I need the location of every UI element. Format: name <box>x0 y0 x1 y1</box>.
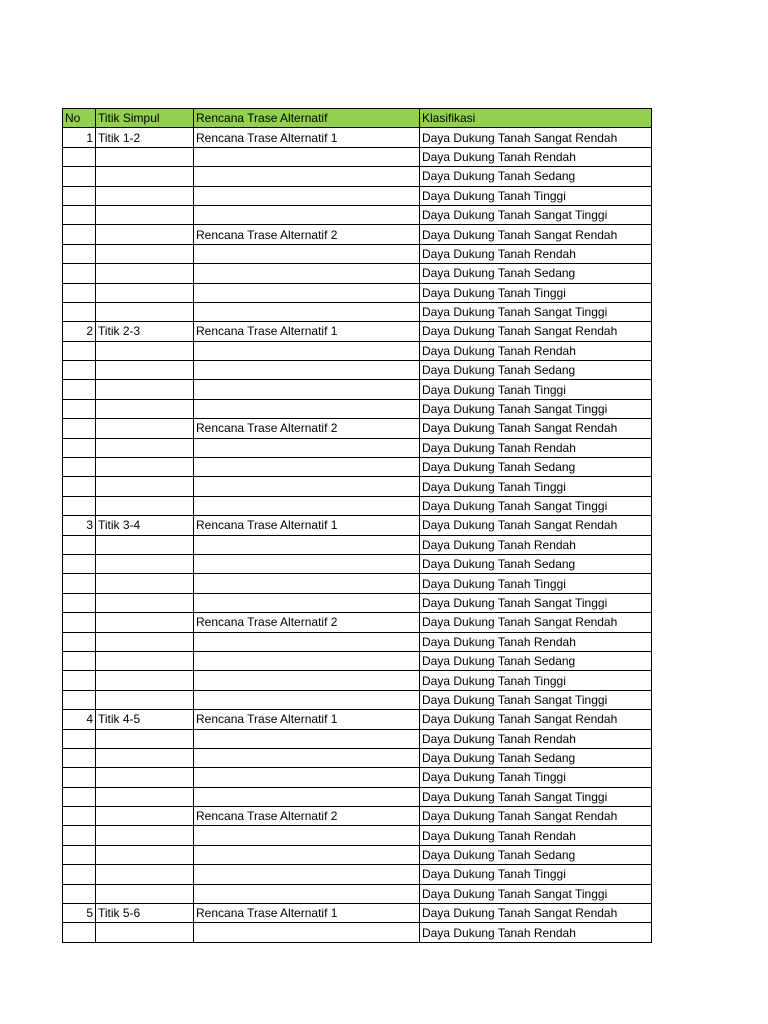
cell-no[interactable]: 2 <box>63 322 96 341</box>
cell-klasifikasi[interactable]: Daya Dukung Tanah Rendah <box>420 341 652 360</box>
cell-klasifikasi[interactable]: Daya Dukung Tanah Sangat Tinggi <box>420 593 652 612</box>
cell-titik-simpul[interactable] <box>96 496 194 515</box>
cell-no[interactable] <box>63 787 96 806</box>
cell-rencana-trase[interactable] <box>194 283 420 302</box>
cell-rencana-trase[interactable] <box>194 264 420 283</box>
table-row <box>63 710 652 729</box>
cell-rencana-trase[interactable]: Rencana Trase Alternatif 1 <box>194 904 420 923</box>
cell-klasifikasi[interactable]: Daya Dukung Tanah Sangat Tinggi <box>420 302 652 321</box>
cell-titik-simpul[interactable] <box>96 399 194 418</box>
cell-klasifikasi[interactable]: Daya Dukung Tanah Sedang <box>420 264 652 283</box>
cell-no[interactable] <box>63 729 96 748</box>
table-row <box>63 632 652 651</box>
cell-titik-simpul[interactable] <box>96 632 194 651</box>
cell-no[interactable] <box>63 651 96 670</box>
cell-rencana-trase[interactable] <box>194 865 420 884</box>
cell-klasifikasi[interactable]: Daya Dukung Tanah Sedang <box>420 167 652 186</box>
cell-titik-simpul[interactable] <box>96 205 194 224</box>
cell-titik-simpul[interactable] <box>96 554 194 573</box>
cell-no[interactable] <box>63 264 96 283</box>
cell-no[interactable] <box>63 865 96 884</box>
cell-titik-simpul[interactable] <box>96 845 194 864</box>
cell-klasifikasi[interactable]: Daya Dukung Tanah Sangat Tinggi <box>420 496 652 515</box>
cell-no[interactable] <box>63 613 96 632</box>
header-no[interactable]: No <box>63 109 96 128</box>
table-row <box>63 826 652 845</box>
table-row <box>63 147 652 166</box>
cell-klasifikasi[interactable]: Daya Dukung Tanah Tinggi <box>420 186 652 205</box>
table-row <box>63 554 652 573</box>
table-row <box>63 186 652 205</box>
cell-titik-simpul[interactable] <box>96 729 194 748</box>
table-row <box>63 438 652 457</box>
table-row <box>63 205 652 224</box>
cell-rencana-trase[interactable] <box>194 399 420 418</box>
table-row <box>63 593 652 612</box>
cell-no[interactable] <box>63 671 96 690</box>
cell-rencana-trase[interactable] <box>194 458 420 477</box>
cell-klasifikasi[interactable]: Daya Dukung Tanah Tinggi <box>420 574 652 593</box>
cell-titik-simpul[interactable] <box>96 865 194 884</box>
cell-rencana-trase[interactable] <box>194 574 420 593</box>
cell-klasifikasi[interactable]: Daya Dukung Tanah Rendah <box>420 535 652 554</box>
cell-klasifikasi[interactable]: Daya Dukung Tanah Sangat Rendah <box>420 904 652 923</box>
table-row <box>63 768 652 787</box>
header-titik-simpul[interactable]: Titik Simpul <box>96 109 194 128</box>
cell-titik-simpul[interactable] <box>96 380 194 399</box>
cell-rencana-trase[interactable] <box>194 884 420 903</box>
table-row <box>63 923 652 942</box>
table-row <box>63 341 652 360</box>
cell-rencana-trase[interactable] <box>194 302 420 321</box>
cell-klasifikasi[interactable]: Daya Dukung Tanah Tinggi <box>420 768 652 787</box>
cell-klasifikasi[interactable]: Daya Dukung Tanah Sedang <box>420 458 652 477</box>
cell-no[interactable] <box>63 458 96 477</box>
cell-no[interactable] <box>63 167 96 186</box>
cell-rencana-trase[interactable]: Rencana Trase Alternatif 2 <box>194 807 420 826</box>
table-row <box>63 167 652 186</box>
cell-no[interactable] <box>63 380 96 399</box>
table-row <box>63 904 652 923</box>
cell-rencana-trase[interactable]: Rencana Trase Alternatif 1 <box>194 516 420 535</box>
table-row <box>63 458 652 477</box>
cell-rencana-trase[interactable]: Rencana Trase Alternatif 1 <box>194 128 420 147</box>
table-row <box>63 884 652 903</box>
cell-titik-simpul[interactable] <box>96 477 194 496</box>
table-row <box>63 787 652 806</box>
cell-klasifikasi[interactable]: Daya Dukung Tanah Tinggi <box>420 380 652 399</box>
cell-titik-simpul[interactable]: Titik 2-3 <box>96 322 194 341</box>
cell-titik-simpul[interactable] <box>96 458 194 477</box>
cell-klasifikasi[interactable]: Daya Dukung Tanah Sedang <box>420 554 652 573</box>
cell-no[interactable] <box>63 438 96 457</box>
table-row <box>63 535 652 554</box>
cell-rencana-trase[interactable]: Rencana Trase Alternatif 2 <box>194 613 420 632</box>
cell-titik-simpul[interactable] <box>96 225 194 244</box>
cell-klasifikasi[interactable]: Daya Dukung Tanah Sangat Rendah <box>420 128 652 147</box>
cell-titik-simpul[interactable] <box>96 574 194 593</box>
cell-titik-simpul[interactable] <box>96 361 194 380</box>
cell-klasifikasi[interactable]: Daya Dukung Tanah Rendah <box>420 632 652 651</box>
cell-klasifikasi[interactable]: Daya Dukung Tanah Rendah <box>420 438 652 457</box>
cell-klasifikasi[interactable]: Daya Dukung Tanah Sangat Rendah <box>420 225 652 244</box>
table-row <box>63 264 652 283</box>
cell-rencana-trase[interactable] <box>194 361 420 380</box>
cell-klasifikasi[interactable]: Daya Dukung Tanah Sangat Rendah <box>420 322 652 341</box>
cell-titik-simpul[interactable] <box>96 613 194 632</box>
cell-rencana-trase[interactable] <box>194 787 420 806</box>
table-row <box>63 128 652 147</box>
cell-klasifikasi[interactable]: Daya Dukung Tanah Sangat Rendah <box>420 516 652 535</box>
cell-no[interactable] <box>63 205 96 224</box>
cell-titik-simpul[interactable] <box>96 535 194 554</box>
cell-rencana-trase[interactable] <box>194 748 420 767</box>
cell-titik-simpul[interactable] <box>96 787 194 806</box>
cell-titik-simpul[interactable] <box>96 341 194 360</box>
cell-klasifikasi[interactable]: Daya Dukung Tanah Rendah <box>420 147 652 166</box>
cell-no[interactable] <box>63 632 96 651</box>
cell-no[interactable] <box>63 554 96 573</box>
cell-klasifikasi[interactable]: Daya Dukung Tanah Sangat Tinggi <box>420 787 652 806</box>
cell-no[interactable] <box>63 535 96 554</box>
cell-titik-simpul[interactable]: Titik 3-4 <box>96 516 194 535</box>
cell-rencana-trase[interactable] <box>194 535 420 554</box>
cell-rencana-trase[interactable] <box>194 147 420 166</box>
cell-rencana-trase[interactable] <box>194 167 420 186</box>
cell-klasifikasi[interactable]: Daya Dukung Tanah Sangat Tinggi <box>420 690 652 709</box>
cell-no[interactable] <box>63 884 96 903</box>
cell-no[interactable] <box>63 593 96 612</box>
cell-klasifikasi[interactable]: Daya Dukung Tanah Sedang <box>420 748 652 767</box>
cell-klasifikasi[interactable]: Daya Dukung Tanah Sedang <box>420 651 652 670</box>
cell-no[interactable] <box>63 225 96 244</box>
cell-no[interactable] <box>63 496 96 515</box>
cell-rencana-trase[interactable] <box>194 651 420 670</box>
cell-no[interactable] <box>63 419 96 438</box>
cell-klasifikasi[interactable]: Daya Dukung Tanah Tinggi <box>420 865 652 884</box>
cell-rencana-trase[interactable] <box>194 690 420 709</box>
table-row <box>63 399 652 418</box>
cell-no[interactable] <box>63 690 96 709</box>
table-row <box>63 225 652 244</box>
cell-rencana-trase[interactable] <box>194 826 420 845</box>
cell-rencana-trase[interactable] <box>194 729 420 748</box>
cell-no[interactable]: 1 <box>63 128 96 147</box>
table-row <box>63 807 652 826</box>
table-row <box>63 651 652 670</box>
cell-klasifikasi[interactable]: Daya Dukung Tanah Sangat Rendah <box>420 419 652 438</box>
table-row <box>63 729 652 748</box>
cell-no[interactable] <box>63 807 96 826</box>
cell-klasifikasi[interactable]: Daya Dukung Tanah Sangat Tinggi <box>420 205 652 224</box>
cell-klasifikasi[interactable]: Daya Dukung Tanah Rendah <box>420 729 652 748</box>
cell-titik-simpul[interactable] <box>96 147 194 166</box>
cell-no[interactable] <box>63 244 96 263</box>
cell-rencana-trase[interactable]: Rencana Trase Alternatif 2 <box>194 225 420 244</box>
table-row <box>63 302 652 321</box>
cell-no[interactable] <box>63 147 96 166</box>
header-row <box>63 109 652 128</box>
table-row <box>63 244 652 263</box>
cell-rencana-trase[interactable]: Rencana Trase Alternatif 1 <box>194 710 420 729</box>
spreadsheet-table <box>62 108 652 943</box>
cell-rencana-trase[interactable] <box>194 496 420 515</box>
header-klasifikasi[interactable]: Klasifikasi <box>420 109 652 128</box>
table-row <box>63 496 652 515</box>
cell-rencana-trase[interactable] <box>194 341 420 360</box>
cell-no[interactable] <box>63 302 96 321</box>
cell-titik-simpul[interactable] <box>96 923 194 942</box>
cell-titik-simpul[interactable] <box>96 768 194 787</box>
cell-rencana-trase[interactable] <box>194 380 420 399</box>
cell-rencana-trase[interactable] <box>194 632 420 651</box>
cell-titik-simpul[interactable] <box>96 671 194 690</box>
cell-no[interactable] <box>63 768 96 787</box>
table-row <box>63 283 652 302</box>
cell-titik-simpul[interactable] <box>96 884 194 903</box>
table-row <box>63 865 652 884</box>
cell-titik-simpul[interactable] <box>96 593 194 612</box>
cell-rencana-trase[interactable] <box>194 205 420 224</box>
cell-titik-simpul[interactable] <box>96 302 194 321</box>
cell-titik-simpul[interactable]: Titik 5-6 <box>96 904 194 923</box>
table-row <box>63 613 652 632</box>
cell-titik-simpul[interactable] <box>96 690 194 709</box>
cell-no[interactable]: 5 <box>63 904 96 923</box>
cell-no[interactable] <box>63 748 96 767</box>
cell-klasifikasi[interactable]: Daya Dukung Tanah Tinggi <box>420 671 652 690</box>
cell-titik-simpul[interactable] <box>96 283 194 302</box>
cell-rencana-trase[interactable] <box>194 438 420 457</box>
cell-klasifikasi[interactable]: Daya Dukung Tanah Sedang <box>420 845 652 864</box>
cell-rencana-trase[interactable] <box>194 671 420 690</box>
table-row <box>63 690 652 709</box>
cell-titik-simpul[interactable] <box>96 167 194 186</box>
table-row <box>63 671 652 690</box>
cell-no[interactable] <box>63 574 96 593</box>
cell-titik-simpul[interactable]: Titik 4-5 <box>96 710 194 729</box>
cell-titik-simpul[interactable]: Titik 1-2 <box>96 128 194 147</box>
table-row <box>63 322 652 341</box>
cell-no[interactable] <box>63 845 96 864</box>
table-row <box>63 380 652 399</box>
cell-no[interactable] <box>63 361 96 380</box>
cell-titik-simpul[interactable] <box>96 438 194 457</box>
cell-rencana-trase[interactable] <box>194 593 420 612</box>
table-row <box>63 477 652 496</box>
cell-titik-simpul[interactable] <box>96 186 194 205</box>
cell-klasifikasi[interactable]: Daya Dukung Tanah Tinggi <box>420 283 652 302</box>
header-rencana-trase[interactable]: Rencana Trase Alternatif <box>194 109 420 128</box>
table-row <box>63 748 652 767</box>
cell-rencana-trase[interactable] <box>194 477 420 496</box>
cell-no[interactable] <box>63 923 96 942</box>
cell-klasifikasi[interactable]: Daya Dukung Tanah Sangat Rendah <box>420 710 652 729</box>
cell-titik-simpul[interactable] <box>96 244 194 263</box>
table-row <box>63 516 652 535</box>
cell-no[interactable]: 3 <box>63 516 96 535</box>
cell-klasifikasi[interactable]: Daya Dukung Tanah Sangat Rendah <box>420 613 652 632</box>
cell-no[interactable] <box>63 477 96 496</box>
cell-no[interactable] <box>63 399 96 418</box>
cell-rencana-trase[interactable] <box>194 554 420 573</box>
cell-no[interactable] <box>63 186 96 205</box>
cell-no[interactable]: 4 <box>63 710 96 729</box>
cell-rencana-trase[interactable] <box>194 186 420 205</box>
cell-titik-simpul[interactable] <box>96 826 194 845</box>
cell-no[interactable] <box>63 826 96 845</box>
cell-titik-simpul[interactable] <box>96 419 194 438</box>
table-row <box>63 574 652 593</box>
cell-rencana-trase[interactable] <box>194 244 420 263</box>
cell-klasifikasi[interactable]: Daya Dukung Tanah Sangat Tinggi <box>420 399 652 418</box>
cell-klasifikasi[interactable]: Daya Dukung Tanah Rendah <box>420 923 652 942</box>
cell-klasifikasi[interactable]: Daya Dukung Tanah Sangat Rendah <box>420 807 652 826</box>
cell-titik-simpul[interactable] <box>96 651 194 670</box>
cell-rencana-trase[interactable] <box>194 845 420 864</box>
cell-klasifikasi[interactable]: Daya Dukung Tanah Tinggi <box>420 477 652 496</box>
cell-titik-simpul[interactable] <box>96 807 194 826</box>
cell-no[interactable] <box>63 283 96 302</box>
cell-klasifikasi[interactable]: Daya Dukung Tanah Sangat Tinggi <box>420 884 652 903</box>
cell-rencana-trase[interactable] <box>194 768 420 787</box>
cell-klasifikasi[interactable]: Daya Dukung Tanah Rendah <box>420 826 652 845</box>
table-row <box>63 419 652 438</box>
cell-no[interactable] <box>63 341 96 360</box>
cell-rencana-trase[interactable]: Rencana Trase Alternatif 1 <box>194 322 420 341</box>
cell-rencana-trase[interactable]: Rencana Trase Alternatif 2 <box>194 419 420 438</box>
table-row <box>63 845 652 864</box>
cell-klasifikasi[interactable]: Daya Dukung Tanah Rendah <box>420 244 652 263</box>
cell-titik-simpul[interactable] <box>96 748 194 767</box>
cell-klasifikasi[interactable]: Daya Dukung Tanah Sedang <box>420 361 652 380</box>
cell-titik-simpul[interactable] <box>96 264 194 283</box>
table-row <box>63 361 652 380</box>
cell-rencana-trase[interactable] <box>194 923 420 942</box>
